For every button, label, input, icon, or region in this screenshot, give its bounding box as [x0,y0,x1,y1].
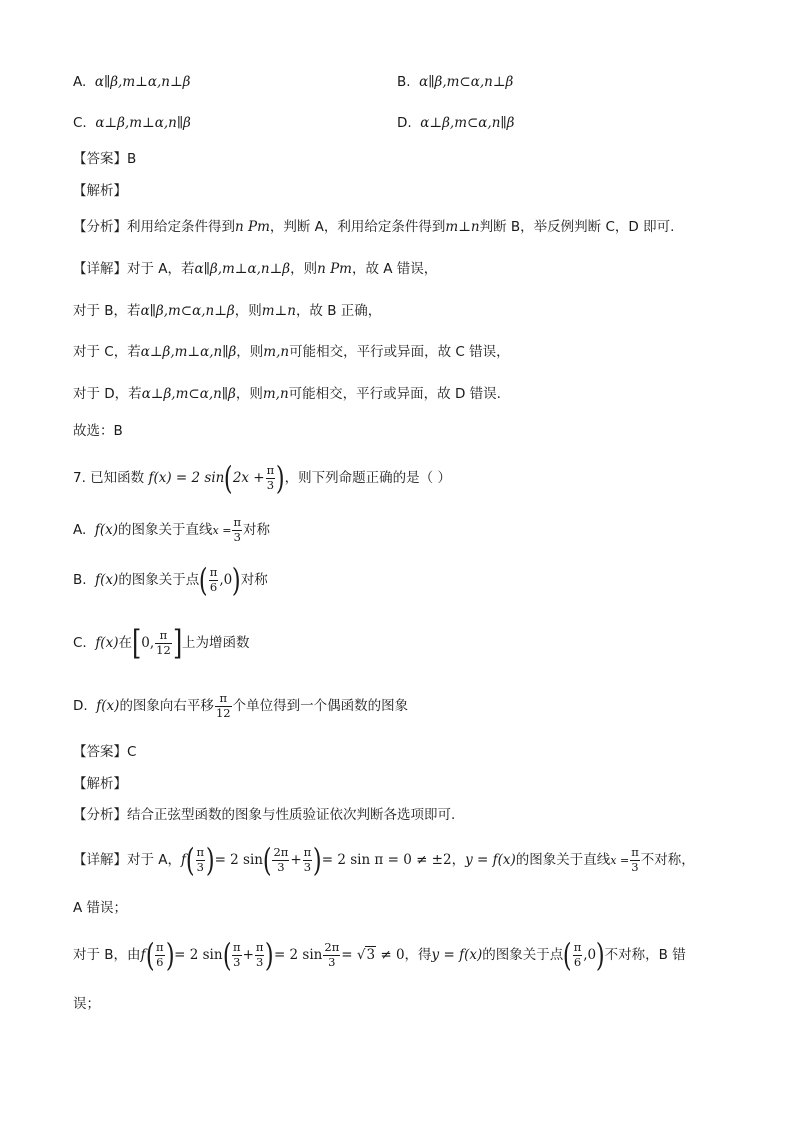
fraction [209,567,219,593]
q6-fenxi [73,217,674,237]
option-expr: α⊥β,m⊂α,n∥β [420,115,515,131]
numerator: π [233,515,242,529]
q7-option-a [73,512,270,549]
denominator: 3 [233,529,241,544]
text: 的图象向右平移 [119,698,214,714]
q7-fenxi: 【分析】结合正弦型函数的图象与性质验证依次判断各选项即可. [73,807,456,823]
text: 对称 [243,522,271,538]
math: α∥β,m⊂α,n⊥β [140,303,235,319]
math: ,0 [583,947,597,963]
numerator: π [303,845,312,859]
text: 对称 [240,572,268,588]
numerator: π [266,463,275,477]
fraction [196,847,206,873]
math: = [341,947,357,963]
q7-jiexi: 【解析】 [73,776,127,792]
fraction [272,847,289,873]
text: 在 [118,635,132,651]
fraction [573,942,583,968]
math: 2x + [232,470,265,486]
text: 对于 B，若 [73,303,141,319]
paren-left: ( [224,459,233,497]
math: α⊥β,m⊥α,n∥β [140,344,237,360]
math: + [242,947,254,963]
q7-answer: 【答案】C [73,744,137,760]
math: = 2 sin π = 0 ≠ ±2 [321,852,452,868]
fraction [155,630,172,656]
option-label: D. [397,115,412,131]
text: 【详解】对于 A，若 [73,261,195,277]
option-label: B. [73,572,87,588]
paren-right: ) [232,561,241,599]
fraction [155,942,165,968]
numerator: π [215,693,232,707]
paren-left: ( [185,841,195,879]
math: m,n [263,344,290,360]
text: ，故 A 错误， [351,261,438,277]
text: 的图象关于点 [118,572,200,588]
math: ≠ 0 [376,947,405,963]
q7-option-d [73,688,408,724]
option-label: C. [73,115,87,131]
text: 判断 B，举反例判断 C，D 即可. [479,219,675,235]
text: ，判断 A，利用给定条件得到 [269,219,446,235]
fraction [232,942,242,968]
paren-left: ( [222,936,232,974]
math: f [181,852,187,868]
q7-detail-b-cont: 误； [73,996,100,1012]
math: f [140,947,146,963]
paren-left: ( [145,936,155,974]
paren-right: ) [313,841,322,879]
text: 的图象关于直线 [118,522,213,538]
sqrt-symbol: √ [356,947,366,963]
math: x = [610,854,630,867]
text: 对于 D，若 [73,386,142,402]
bracket-left: [ [131,623,142,663]
q7-detail-a [73,842,695,879]
math: = 2 sin [214,852,263,868]
text: 的图象关于点 [482,947,564,963]
numerator: π [155,630,172,644]
fraction [323,942,340,968]
math: α∥β,m⊥α,n⊥β [194,261,291,277]
numerator: π [573,940,582,954]
q6-option-c [73,113,191,133]
math: f(x) [94,522,119,538]
q6-option-d [397,113,514,133]
q6-choose: 故选：B [73,423,123,439]
math: x = [212,524,232,537]
denominator: 6 [209,579,218,594]
option-expr: α∥β,m⊥α,n⊥β [94,74,191,90]
q7-stem [73,460,451,496]
denominator: 3 [277,859,285,874]
math: y = f(x) [431,947,483,963]
paren-right: ) [596,936,605,974]
math: f(x) [96,698,120,714]
paren-right: ) [205,841,215,879]
paren-right: ) [276,459,285,497]
q6-detail-b [73,301,381,321]
text: 个单位得到一个偶函数的图象 [232,698,409,714]
math: f(x) = 2 sin [148,470,225,486]
paren-left: ( [199,561,208,599]
numerator: π [233,940,241,954]
paren-left: ( [563,936,572,974]
denominator: 3 [196,859,204,874]
paren-right: ) [265,936,275,974]
text: ，则 [290,261,318,277]
q6-detail-a [73,259,437,279]
q7-option-b [73,562,268,598]
denominator: 3 [266,477,275,492]
denominator: 12 [156,642,171,657]
text: 对于 B，由 [73,947,141,963]
math: f(x) [95,635,119,651]
q6-option-b [397,72,513,92]
denominator: 6 [156,954,164,969]
math: 0, [141,635,155,651]
text: 不对称， [640,852,695,868]
numerator: π [631,845,639,859]
text: ，得 [404,947,432,963]
text: ，则 [236,344,264,360]
math: y = f(x) [465,852,516,868]
math: + [290,852,302,868]
option-expr: α⊥β,m⊥α,n∥β [95,115,191,131]
text: ，故 B 正确， [295,303,382,319]
bracket-right: ] [172,623,183,663]
fraction [630,847,640,873]
math: = 2 sin [273,947,323,963]
math: ,0 [219,572,233,588]
text: ，则下列命题正确的是（ ） [284,470,451,486]
math: m⊥n [445,219,480,235]
q7-detail-b [73,937,686,973]
text: 对于 C，若 [73,344,141,360]
text: 的图象关于直线 [515,852,611,868]
question-number: 7. 已知函数 [73,470,145,486]
fraction [266,465,276,491]
paren-right: ) [165,936,175,974]
option-expr: α∥β,m⊂α,n⊥β [419,74,514,90]
option-label: D. [73,698,88,714]
q6-option-a [73,72,190,92]
math: α⊥β,m⊂α,n∥β [141,386,236,402]
math: n Pm [235,219,270,235]
numerator: π [209,565,218,579]
fraction [232,517,242,543]
math: n Pm [317,261,352,277]
text: 上为增函数 [182,635,250,651]
numerator: 2π [324,940,340,954]
q6-detail-d [73,384,501,404]
q7-option-c [73,625,250,661]
text: ，则 [235,386,263,402]
q6-detail-c [73,342,510,362]
math: f(x) [95,572,119,588]
math: 3 [366,947,376,963]
option-label: C. [73,635,87,651]
numerator: π [255,940,264,954]
math: m,n [262,386,289,402]
denominator: 3 [256,954,264,969]
text: 【详解】对于 A， [73,852,182,868]
math: = 2 sin [174,947,223,963]
option-label: A. [73,74,87,90]
fraction [215,693,232,719]
option-label: A. [73,522,87,538]
text: 【分析】利用给定条件得到 [73,219,235,235]
numerator: π [196,845,205,859]
text: ，则 [234,303,262,319]
q7-detail-a-cont: A 错误； [73,900,128,916]
denominator: 3 [233,954,241,969]
q6-answer: 【答案】B [73,151,137,167]
denominator: 12 [215,705,231,720]
math: m⊥n [261,303,296,319]
text: 不对称，B 错 [604,947,686,963]
text: 可能相交，平行或异面，故 D 错误. [288,386,501,402]
numerator: 2π [273,845,289,859]
text: ， [451,852,466,868]
denominator: 6 [573,954,582,969]
fraction [255,942,265,968]
denominator: 3 [631,859,639,874]
option-label: B. [397,74,411,90]
numerator: π [156,940,164,954]
paren-left: ( [262,841,272,879]
q6-jiexi: 【解析】 [73,183,127,199]
text: 可能相交，平行或异面，故 C 错误， [289,344,510,360]
denominator: 3 [303,859,312,874]
fraction [303,847,313,873]
denominator: 3 [328,954,336,969]
